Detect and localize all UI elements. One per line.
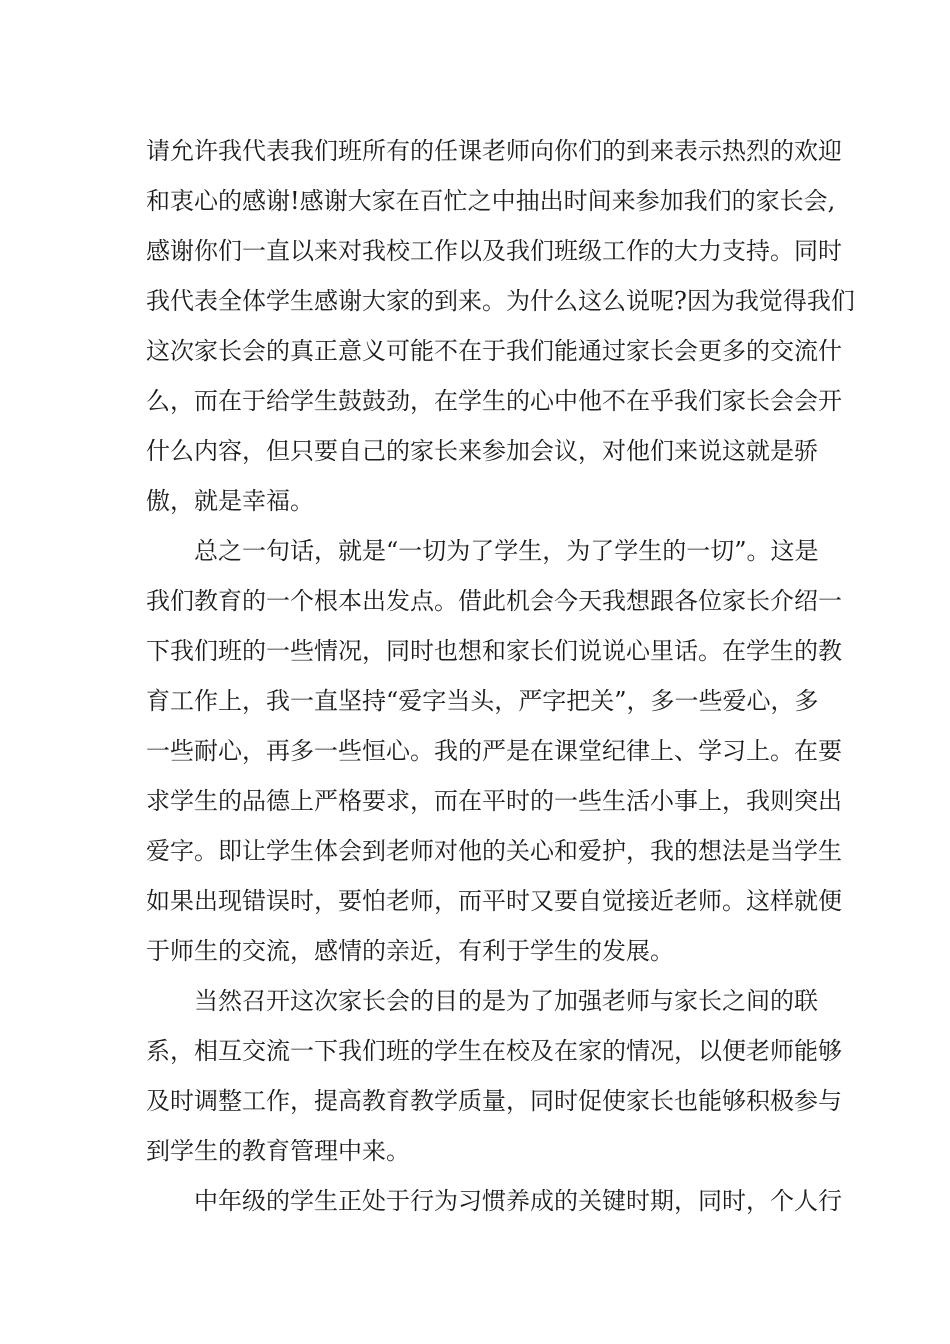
text-line: 当然召开这次家长会的目的是为了加强老师与家长之间的联 (194, 987, 818, 1015)
text-line: 爱字。即让学生体会到老师对他的关心和爱护，我的想法是当学生 (146, 837, 842, 865)
text-line: 下我们班的一些情况，同时也想和家长们说说心里话。在学生的教 (146, 637, 842, 665)
text-line: 求学生的品德上严格要求，而在平时的一些生活小事上，我则突出 (146, 787, 842, 815)
text-line: 系，相互交流一下我们班的学生在校及在家的情况，以便老师能够 (146, 1037, 842, 1065)
text-line: 于师生的交流，感情的亲近，有利于学生的发展。 (146, 937, 674, 965)
text-line: 这次家长会的真正意义可能不在于我们能通过家长会更多的交流什 (146, 337, 842, 365)
document-body (146, 126, 855, 1226)
text-line: 我代表全体学生感谢大家的到来。为什么这么说呢?因为我觉得我们 (146, 287, 855, 315)
text-line: 中年级的学生正处于行为习惯养成的关键时期，同时，个人行 (194, 1187, 842, 1215)
text-line: 总之一句话，就是“一切为了学生，为了学生的一切”。这是 (194, 537, 819, 565)
text-line: 感谢你们一直以来对我校工作以及我们班级工作的大力支持。同时 (146, 237, 842, 265)
text-line: 育工作上，我一直坚持“爱字当头，严字把关”，多一些爱心，多 (146, 687, 819, 715)
text-line: 么，而在于给学生鼓鼓劲，在学生的心中他不在乎我们家长会会开 (146, 387, 842, 415)
text-line: 如果出现错误时，要怕老师，而平时又要自觉接近老师。这样就便 (146, 887, 842, 915)
text-line: 傲，就是幸福。 (146, 487, 314, 515)
text-line: 什么内容，但只要自己的家长来参加会议，对他们来说这就是骄 (146, 437, 818, 465)
text-line: 到学生的教育管理中来。 (146, 1137, 410, 1165)
text-line: 及时调整工作，提高教育教学质量，同时促使家长也能够积极参与 (146, 1087, 842, 1115)
text-line: 我们教育的一个根本出发点。借此机会今天我想跟各位家长介绍一 (146, 587, 842, 615)
text-line: 请允许我代表我们班所有的任课老师向你们的到来表示热烈的欢迎 (146, 137, 842, 165)
text-line: 一些耐心，再多一些恒心。我的严是在课堂纪律上、学习上。在要 (146, 737, 842, 765)
text-line: 和衷心的感谢!感谢大家在百忙之中抽出时间来参加我们的家长会, (146, 187, 836, 215)
